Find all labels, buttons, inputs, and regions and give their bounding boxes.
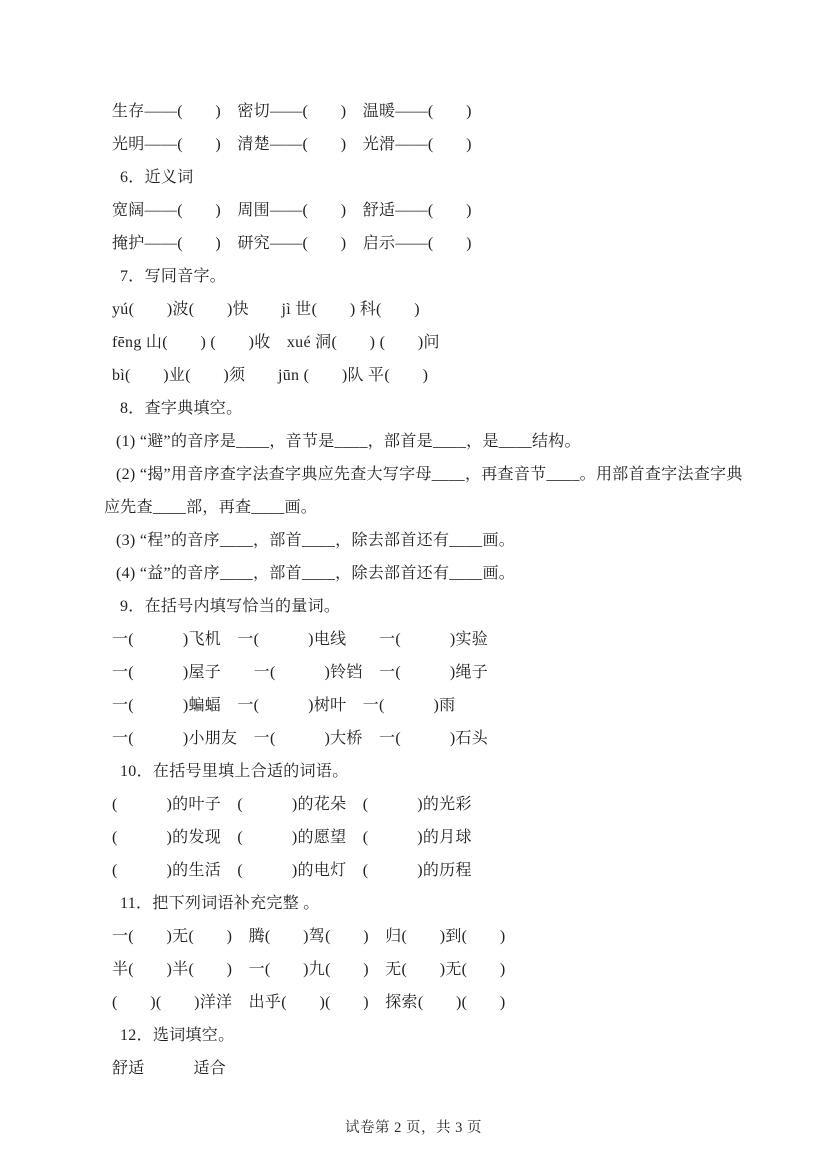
measure-word-row-2: 一( )屋子 一( )铃铛 一( )绳子 (112, 664, 489, 681)
word-choice-row: 舒适 适合 (112, 1060, 227, 1077)
antonym-row-2: 光明——( ) 清楚——( ) 光滑——( ) (112, 136, 472, 153)
measure-word-row-3: 一( )蝙蝠 一( )树叶 一( )雨 (112, 697, 456, 714)
homophone-row-2: fēng 山( ) ( )收 xué 洞( ) ( )问 (112, 334, 440, 351)
synonym-row-1: 宽阔——( ) 周围——( ) 舒适——( ) (112, 202, 472, 219)
antonym-row-1: 生存——( ) 密切——( ) 温暖——( ) (112, 103, 472, 120)
page-footer-text: 试卷第 2 页，共 3 页 (345, 1120, 482, 1136)
phrase-row-1: ( )的叶子 ( )的花朵 ( )的光彩 (112, 796, 472, 813)
homophone-row-1: yú( )波( )快 jì 世( ) 科( ) (112, 301, 420, 318)
question-9-heading: 9．在括号内填写恰当的量词。 (120, 598, 341, 615)
q8-item-1: (1) “避”的音序是____，音节是____，部首是____，是____结构。 (116, 433, 581, 450)
synonym-row-2: 掩护——( ) 研究——( ) 启示——( ) (112, 235, 472, 252)
question-6-heading: 6．近义词 (120, 169, 194, 186)
q8-item-3: (3) “程”的音序____，部首____，除去部首还有____画。 (116, 532, 516, 549)
question-10-heading: 10．在括号里填上合适的词语。 (120, 763, 349, 780)
phrase-row-3: ( )的生活 ( )的电灯 ( )的历程 (112, 862, 472, 879)
idiom-row-2: 半( )半( ) 一( )九( ) 无( )无( ) (112, 961, 506, 978)
q8-item-2-cont: 应先查____部，再查____画。 (104, 499, 318, 516)
q8-item-2: (2) “揭”用音序查字法查字典应先查大写字母____，再查音节____。用部首查字法查字典 (116, 466, 743, 483)
phrase-row-2: ( )的发现 ( )的愿望 ( )的月球 (112, 829, 472, 846)
homophone-row-3: bì( )业( )须 jūn ( )队 平( ) (112, 367, 429, 384)
idiom-row-1: 一( )无( ) 腾( )驾( ) 归( )到( ) (112, 928, 506, 945)
measure-word-row-4: 一( )小朋友 一( )大桥 一( )石头 (112, 730, 489, 747)
question-12-heading: 12．选词填空。 (120, 1027, 235, 1044)
page-footer (0, 1116, 827, 1137)
question-7-heading: 7．写同音字。 (120, 268, 227, 285)
idiom-row-3: ( )( )洋洋 出乎( )( ) 探索( )( ) (112, 994, 506, 1011)
measure-word-row-1: 一( )飞机 一( )电线 一( )实验 (112, 631, 489, 648)
question-8-heading: 8．查字典填空。 (120, 400, 243, 417)
question-11-heading: 11．把下列词语补充完整 。 (120, 895, 320, 912)
q8-item-4: (4) “益”的音序____，部首____，除去部首还有____画。 (116, 565, 516, 582)
